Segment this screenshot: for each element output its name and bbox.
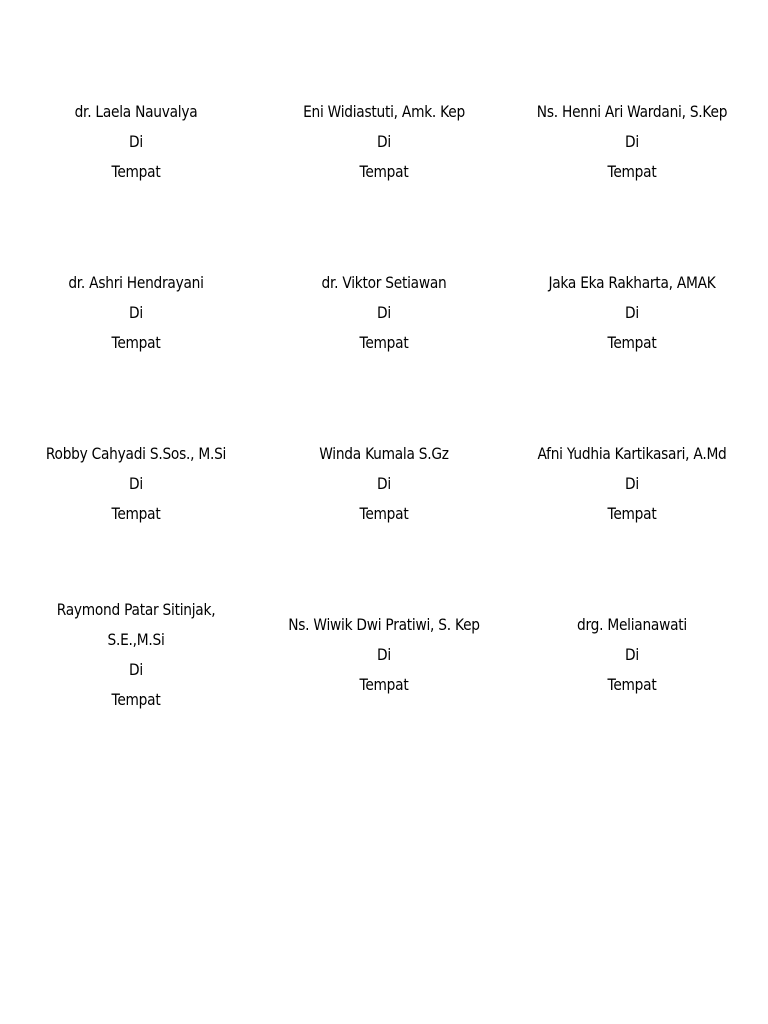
recipient-tempat: Tempat	[359, 674, 409, 694]
recipient-di: Di	[625, 131, 639, 151]
recipient-tempat: Tempat	[359, 503, 409, 523]
recipient-name: drg. Melianawati	[577, 614, 687, 634]
address-label	[29, 398, 242, 569]
address-label	[277, 227, 490, 398]
recipient-tempat: Tempat	[359, 332, 409, 352]
address-label	[29, 227, 242, 398]
recipient-di: Di	[129, 659, 143, 679]
address-label	[525, 569, 738, 740]
recipient-di: Di	[377, 473, 391, 493]
recipient-name: dr. Viktor Setiawan	[321, 272, 447, 292]
recipient-di: Di	[377, 131, 391, 151]
recipient-tempat: Tempat	[111, 161, 161, 181]
recipient-tempat: Tempat	[607, 332, 657, 352]
recipient-tempat: Tempat	[111, 689, 161, 709]
recipient-di: Di	[129, 131, 143, 151]
recipient-tempat: Tempat	[111, 332, 161, 352]
recipient-name: Raymond Patar Sitinjak,	[56, 599, 216, 619]
address-label	[277, 56, 490, 227]
recipient-di: Di	[625, 302, 639, 322]
recipient-tempat: Tempat	[607, 161, 657, 181]
address-label	[525, 398, 738, 569]
address-label	[29, 569, 242, 740]
recipient-name: Ns. Wiwik Dwi Pratiwi, S. Kep	[288, 614, 480, 634]
recipient-name: Afni Yudhia Kartikasari, A.Md	[537, 443, 727, 463]
address-label	[525, 56, 738, 227]
recipient-name: dr. Laela Nauvalya	[74, 101, 198, 121]
recipient-name: dr. Ashri Hendrayani	[68, 272, 204, 292]
recipient-name: Winda Kumala S.Gz	[319, 443, 449, 463]
address-label	[277, 569, 490, 740]
recipient-di: Di	[625, 644, 639, 664]
recipient-di: Di	[129, 302, 143, 322]
recipient-di: Di	[129, 473, 143, 493]
recipient-di: Di	[625, 473, 639, 493]
recipient-name: Eni Widiastuti, Amk. Kep	[303, 101, 465, 121]
recipient-name-continued: S.E.,M.Si	[107, 629, 165, 649]
recipient-name: Jaka Eka Rakharta, AMAK	[548, 272, 716, 292]
recipient-name: Robby Cahyadi S.Sos., M.Si	[45, 443, 227, 463]
recipient-di: Di	[377, 302, 391, 322]
recipient-tempat: Tempat	[607, 674, 657, 694]
address-label	[277, 398, 490, 569]
recipient-di: Di	[377, 644, 391, 664]
recipient-name: Ns. Henni Ari Wardani, S.Kep	[536, 101, 728, 121]
address-label	[525, 227, 738, 398]
recipient-tempat: Tempat	[607, 503, 657, 523]
address-label-grid	[12, 56, 756, 740]
recipient-tempat: Tempat	[111, 503, 161, 523]
recipient-tempat: Tempat	[359, 161, 409, 181]
address-label	[29, 56, 242, 227]
